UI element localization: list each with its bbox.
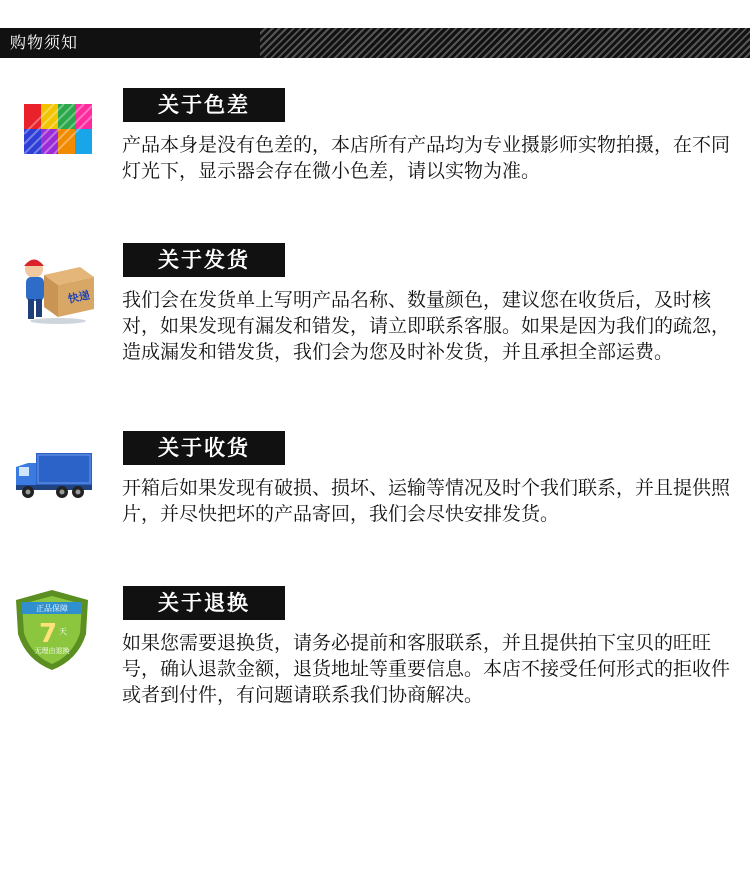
section-body: 产品本身是没有色差的，本店所有产品均为专业摄影师实物拍摄，在不同灯光下，显示器会存在微小色差，请以实物为准。 (122, 134, 731, 182)
top-bar-pattern (260, 28, 750, 58)
truck-icon (14, 451, 94, 499)
shield-badge-icon (12, 588, 92, 672)
section-heading: 关于色差 (123, 88, 285, 122)
badge-title: 正品保障 (36, 604, 68, 613)
section-body: 开箱后如果发现有破损、损坏、运输等情况及时个我们联系，并且提供照片，并尽快把坏的产品寄回，我们会尽快安排发货。 (122, 477, 731, 525)
top-bar-title: 购物须知 (10, 33, 79, 52)
top-bar (0, 28, 750, 58)
section-body: 如果您需要退换货，请务必提前和客服联系，并且提供拍下宝贝的旺旺号，确认退款金额，退货地址等重要信息。本店不接受任何形式的拒收件或者到付件，有问题请联系我们协商解决。 (122, 632, 731, 706)
badge-caption: 无理由退换 (34, 647, 70, 655)
courier-box-label: 快递 (66, 288, 91, 306)
section-heading: 关于收货 (123, 431, 285, 465)
courier-icon (18, 255, 100, 325)
badge-number: 7 (38, 619, 58, 649)
section-heading: 关于退换 (123, 586, 285, 620)
badge-unit: 天 (59, 627, 67, 636)
color-palette-icon (24, 104, 92, 154)
section-body: 我们会在发货单上写明产品名称、数量颜色，建议您在收货后，及时核对，如果发现有漏发和错发，请立即联系客服。如果是因为我们的疏忽，造成漏发和错发货，我们会为您及时补发货，并且承担全部运费。 (122, 289, 731, 363)
section-heading: 关于发货 (123, 243, 285, 277)
